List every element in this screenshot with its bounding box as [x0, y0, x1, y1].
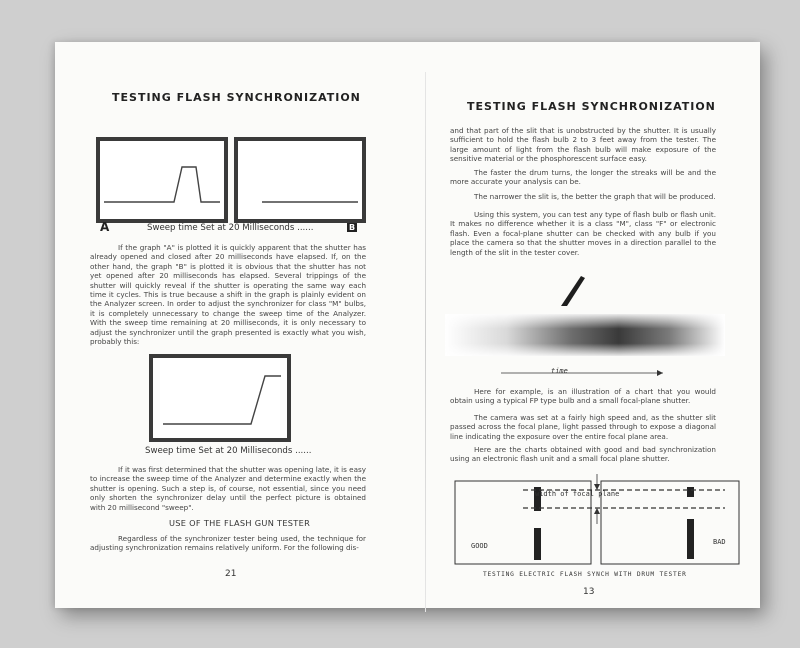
scope-screen-a — [96, 137, 228, 223]
scope-trace-b — [238, 141, 362, 219]
right-paragraph-7: Here are the charts obtained with good and bad synchronization using an electronic flash unit and a small focal plane shutter. — [450, 445, 716, 464]
left-page — [55, 42, 427, 608]
figure-caption-1: Sweep time Set at 20 Milliseconds ...... — [147, 223, 314, 233]
left-page-heading: TESTING FLASH SYNCHRONIZATION — [112, 91, 361, 104]
bad-streak-top — [687, 487, 694, 497]
diagonal-exposure-streak — [561, 276, 585, 306]
bad-label: BAD — [713, 538, 726, 546]
good-streak-bottom — [534, 528, 541, 560]
left-paragraph-1: If the graph "A" is plotted it is quickly apparent that the shutter has already opened and closed after 20 milliseconds have elapsed. If, on the other hand, the graph "B" is plotted it is obvious that the shutter has not yet opened after 20 milliseconds has elapsed. Several trippings of the shutter will quickly reveal if the shutter is operating the same way each time it cycles. This is true because a shift in the graph is plainly evident on the Analyzer screen. In order to adjust the synchronizer for class "M" bulbs, it is completely unnecessary to change the sweep time of the Analyzer. With the sweep time remaining at 20 milliseconds, it is only necessary to adjust the synchronizer until the graph presented is exactly what you wish, probably this: — [90, 243, 366, 347]
figure-a-letter: A — [100, 220, 110, 234]
right-paragraph-6: The camera was set at a fairly high speed and, as the shutter slit passed across the focal plane, light passed through to expose a diagonal line indicating the exposure over the entire focal plane area. — [450, 413, 716, 441]
drum-tester-caption: TESTING ELECTRIC FLASH SYNCH WITH DRUM TESTER — [483, 571, 687, 578]
scope-screen-b — [234, 137, 366, 223]
book-spread — [55, 42, 760, 608]
right-paragraph-3: The narrower the slit is, the better the graph that will be produced. — [474, 192, 716, 201]
right-paragraph-5: Here for example, is an illustration of a chart that you would obtain using a typical FP type bulb and a small focal-plane shutter. — [450, 387, 716, 406]
left-page-number: 21 — [225, 569, 237, 579]
right-paragraph-2: The faster the drum turns, the longer the streaks will be and the more accurate your analysis can be. — [450, 168, 716, 187]
scope-trace-a — [100, 141, 224, 219]
figure-b-letter: B — [349, 223, 356, 232]
scope-trace-c — [153, 358, 287, 438]
right-paragraph-1: and that part of the slit that is unobstructed by the shutter. It is usually sufficient to hold the flash bulb 2 to 3 feet away from the tester. The large amount of light from the flash bulb will make exposure of the sensitive material or the phosphorescent surface easy. — [450, 126, 716, 164]
bad-streak-bottom — [687, 519, 694, 559]
figure-caption-2: Sweep time Set at 20 Milliseconds ...... — [145, 446, 312, 456]
focal-plane-streak-chart — [445, 270, 725, 380]
left-subheading: USE OF THE FLASH GUN TESTER — [169, 518, 311, 528]
good-label: GOOD — [471, 542, 488, 550]
right-page-heading: TESTING FLASH SYNCHRONIZATION — [467, 100, 716, 113]
right-page-number: 13 — [583, 587, 595, 597]
width-of-focal-plane-label: width of focal plane — [535, 490, 620, 498]
scope-screen-c — [149, 354, 291, 442]
drum-tester-figure — [453, 470, 743, 566]
right-paragraph-4: Using this system, you can test any type of flash bulb or flash unit. It makes no difference whether it is a class "M", class "F" or electronic flash. Even a focal-plane shutter can be checked with any bulb if you place the camera so that the shutter moves in a direction parallel to the length of the slit in the tester cover. — [450, 210, 716, 257]
left-paragraph-3: Regardless of the synchronizer tester being used, the technique for adjusting synchronization remains relatively uniform. For the following dis- — [90, 534, 366, 553]
time-axis-label: time — [551, 367, 568, 375]
right-page — [427, 42, 760, 608]
left-paragraph-2: If it was first determined that the shutter was opening late, it is easy to increase the sweep time of the Analyzer and determine exactly when the shutter is opening. Such a step is, of course, not essential, since you need only shorten the synchronizer delay until the perfect picture is obtained with 20 millisecond "sweep". — [90, 465, 366, 512]
